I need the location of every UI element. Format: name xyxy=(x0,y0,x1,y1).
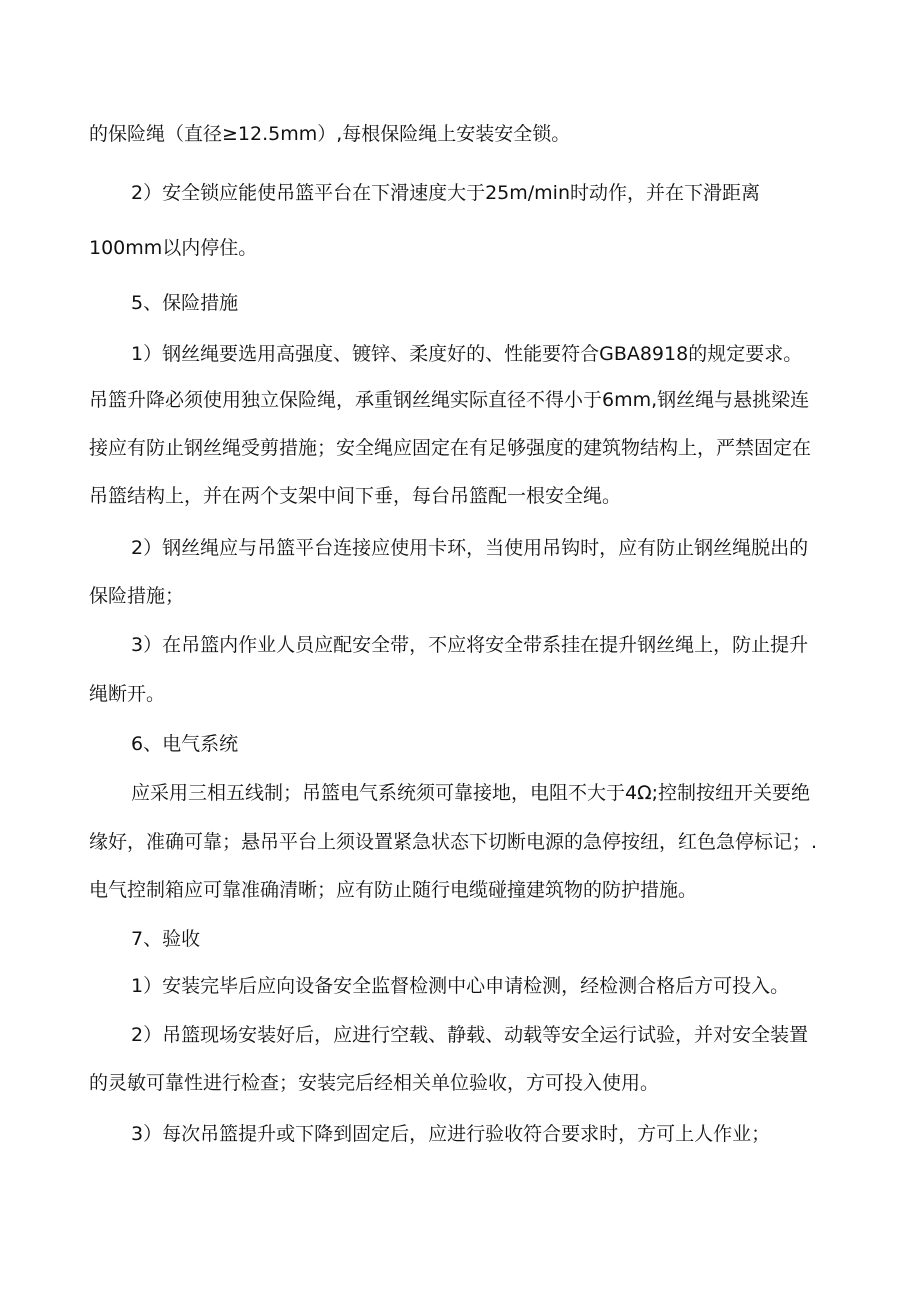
section-heading: 7、验收 xyxy=(131,928,201,950)
section-heading: 6、电气系统 xyxy=(131,733,239,755)
text-line: 吊篮结构上，并在两个支架中间下垂，每台吊篮配一根安全绳。 xyxy=(89,485,622,507)
text-line: 3）每次吊篮提升或下降到固定后，应进行验收符合要求时，方可上人作业； xyxy=(131,1123,771,1145)
text-line: 100mm以内停住。 xyxy=(89,237,258,259)
text-line: 2）钢丝绳应与吊篮平台连接应使用卡环，当使用吊钩时，应有防止钢丝绳脱出的 xyxy=(131,537,809,559)
text-line: 应采用三相五线制；吊篮电气系统须可靠接地，电阻不大于4Ω;控制按纽开关要绝 xyxy=(131,782,811,804)
text-line: 绳断开。 xyxy=(89,683,166,705)
text-line: 2）吊篮现场安装好后，应进行空载、静载、动载等安全运行试验，并对安全装置 xyxy=(131,1024,809,1046)
text-line: 缘好，准确可靠；悬吊平台上须设置紧急状态下切断电源的急停按纽，红色急停标记；. xyxy=(89,831,818,853)
text-line: 接应有防止钢丝绳受剪措施；安全绳应固定在有足够强度的建筑物结构上，严禁固定在 xyxy=(89,437,812,459)
text-line: 1）安装完毕后应向设备安全监督检测中心申请检测，经检测合格后方可投入。 xyxy=(131,975,790,997)
text-line: 吊篮升降必须使用独立保险绳，承重钢丝绳实际直径不得小于6mm,钢丝绳与悬挑梁连 xyxy=(89,389,810,411)
text-line: 的保险绳（直径≥12.5mm）,每根保险绳上安装安全锁。 xyxy=(89,123,571,145)
text-line: 电气控制箱应可靠准确清晰；应有防止随行电缆碰撞建筑物的防护措施。 xyxy=(89,879,698,901)
text-line: 3）在吊篮内作业人员应配安全带，不应将安全带系挂在提升钢丝绳上，防止提升 xyxy=(131,634,809,656)
text-line: 2）安全锁应能使吊篮平台在下滑速度大于25m/min时动作，并在下滑距离 xyxy=(131,182,761,204)
text-line: 保险措施； xyxy=(89,585,185,607)
text-line: 1）钢丝绳要选用高强度、镀锌、柔度好的、性能要符合GBA8918的规定要求。 xyxy=(131,343,803,365)
text-line: 的灵敏可靠性进行检查；安装完后经相关单位验收，方可投入使用。 xyxy=(89,1072,660,1094)
section-heading: 5、保险措施 xyxy=(131,292,239,314)
